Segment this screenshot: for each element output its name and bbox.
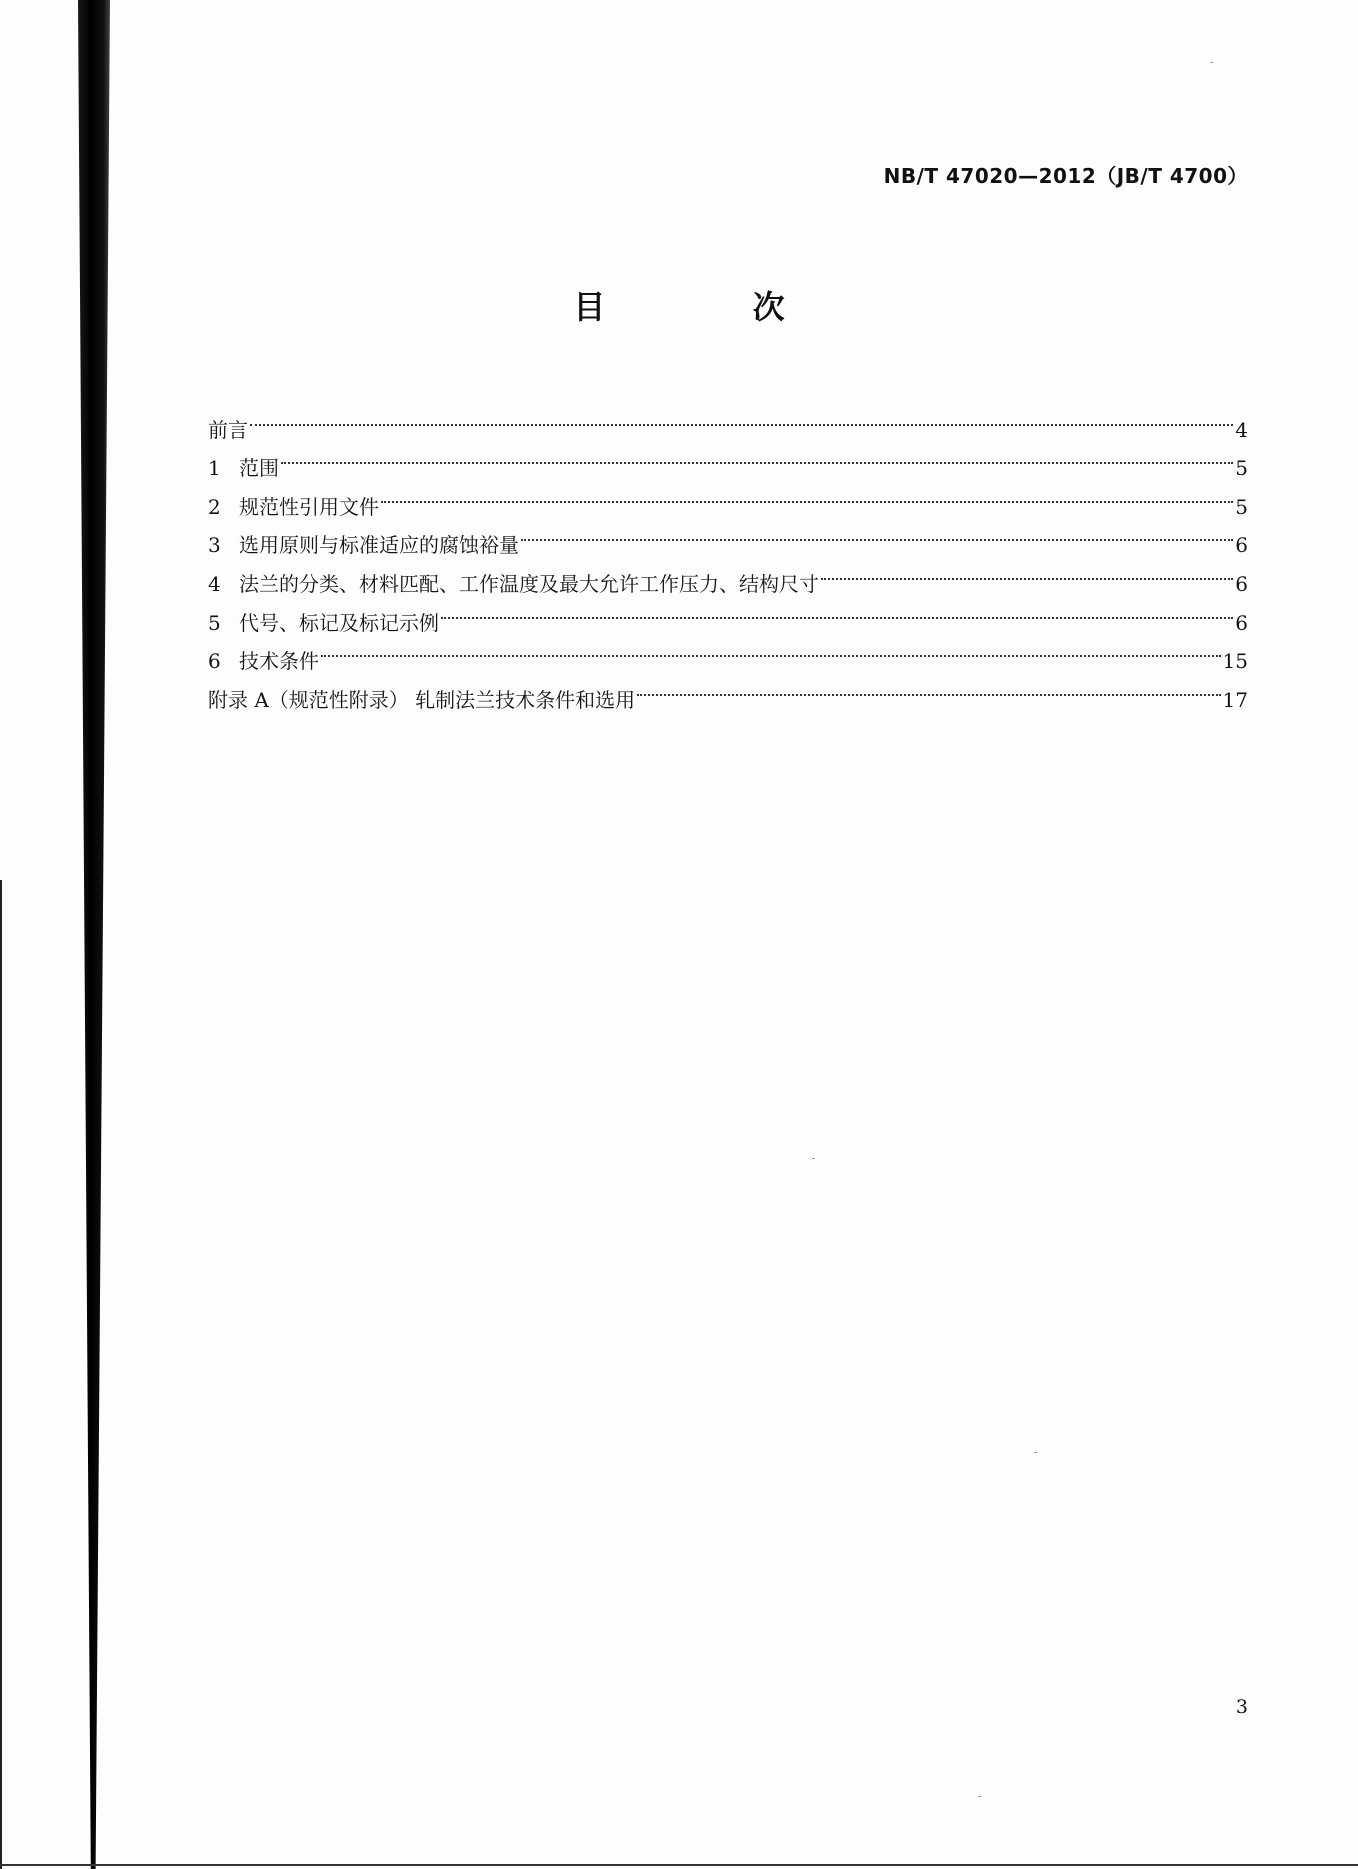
toc-entry-label: 2 规范性引用文件 [208,494,379,519]
toc-entry-page: 6 [1235,533,1248,558]
toc-leader-dots [521,514,1233,553]
toc-entry-page: 17 [1222,687,1248,712]
toc-entry-page: 4 [1235,417,1248,442]
page-number: 3 [1235,1696,1248,1718]
toc-title: 目 次 [573,288,853,326]
toc-entry-page: 15 [1222,649,1248,674]
toc-leader-dots [441,591,1233,630]
toc-entry-scope[interactable] [208,437,1248,481]
toc-entry-technical-conditions[interactable] [208,630,1248,674]
toc-entry-label: 3 选用原则与标准适应的腐蚀裕量 [208,533,519,558]
toc-leader-dots [250,398,1233,437]
toc-entry-page: 5 [1235,456,1248,481]
table-of-contents [208,398,1248,712]
toc-entry-label: 4 法兰的分类、材料匹配、工作温度及最大允许工作压力、结构尺寸 [208,571,819,596]
scan-left-edge [0,880,2,1869]
scan-binding-edge [78,0,110,1869]
toc-entry-page: 6 [1235,610,1248,635]
toc-entry-label: 6 技术条件 [208,649,319,674]
toc-leader-dots [821,552,1233,591]
toc-entry-foreword[interactable] [208,398,1248,442]
scan-speck [812,1158,815,1159]
scan-speck [1210,62,1213,63]
toc-leader-dots [281,437,1233,476]
toc-leader-dots [381,475,1233,514]
standard-code-header: NB/T 47020—2012（JB/T 4700） [883,164,1248,188]
toc-entry-label: 前言 [208,417,248,442]
toc-entry-appendix-a[interactable] [208,668,1248,712]
toc-leader-dots [321,630,1221,669]
toc-entry-page: 6 [1235,571,1248,596]
toc-entry-label: 1 范围 [208,456,279,481]
toc-entry-page: 5 [1235,494,1248,519]
toc-entry-label: 5 代号、标记及标记示例 [208,610,439,635]
toc-entry-normative-references[interactable] [208,475,1248,519]
scan-speck [978,1796,981,1797]
toc-entry-label: 附录 A（规范性附录） 轧制法兰技术条件和选用 [208,687,636,712]
scan-bottom-edge [0,1864,1358,1866]
toc-leader-dots [637,668,1220,707]
scan-speck [1034,1452,1037,1453]
